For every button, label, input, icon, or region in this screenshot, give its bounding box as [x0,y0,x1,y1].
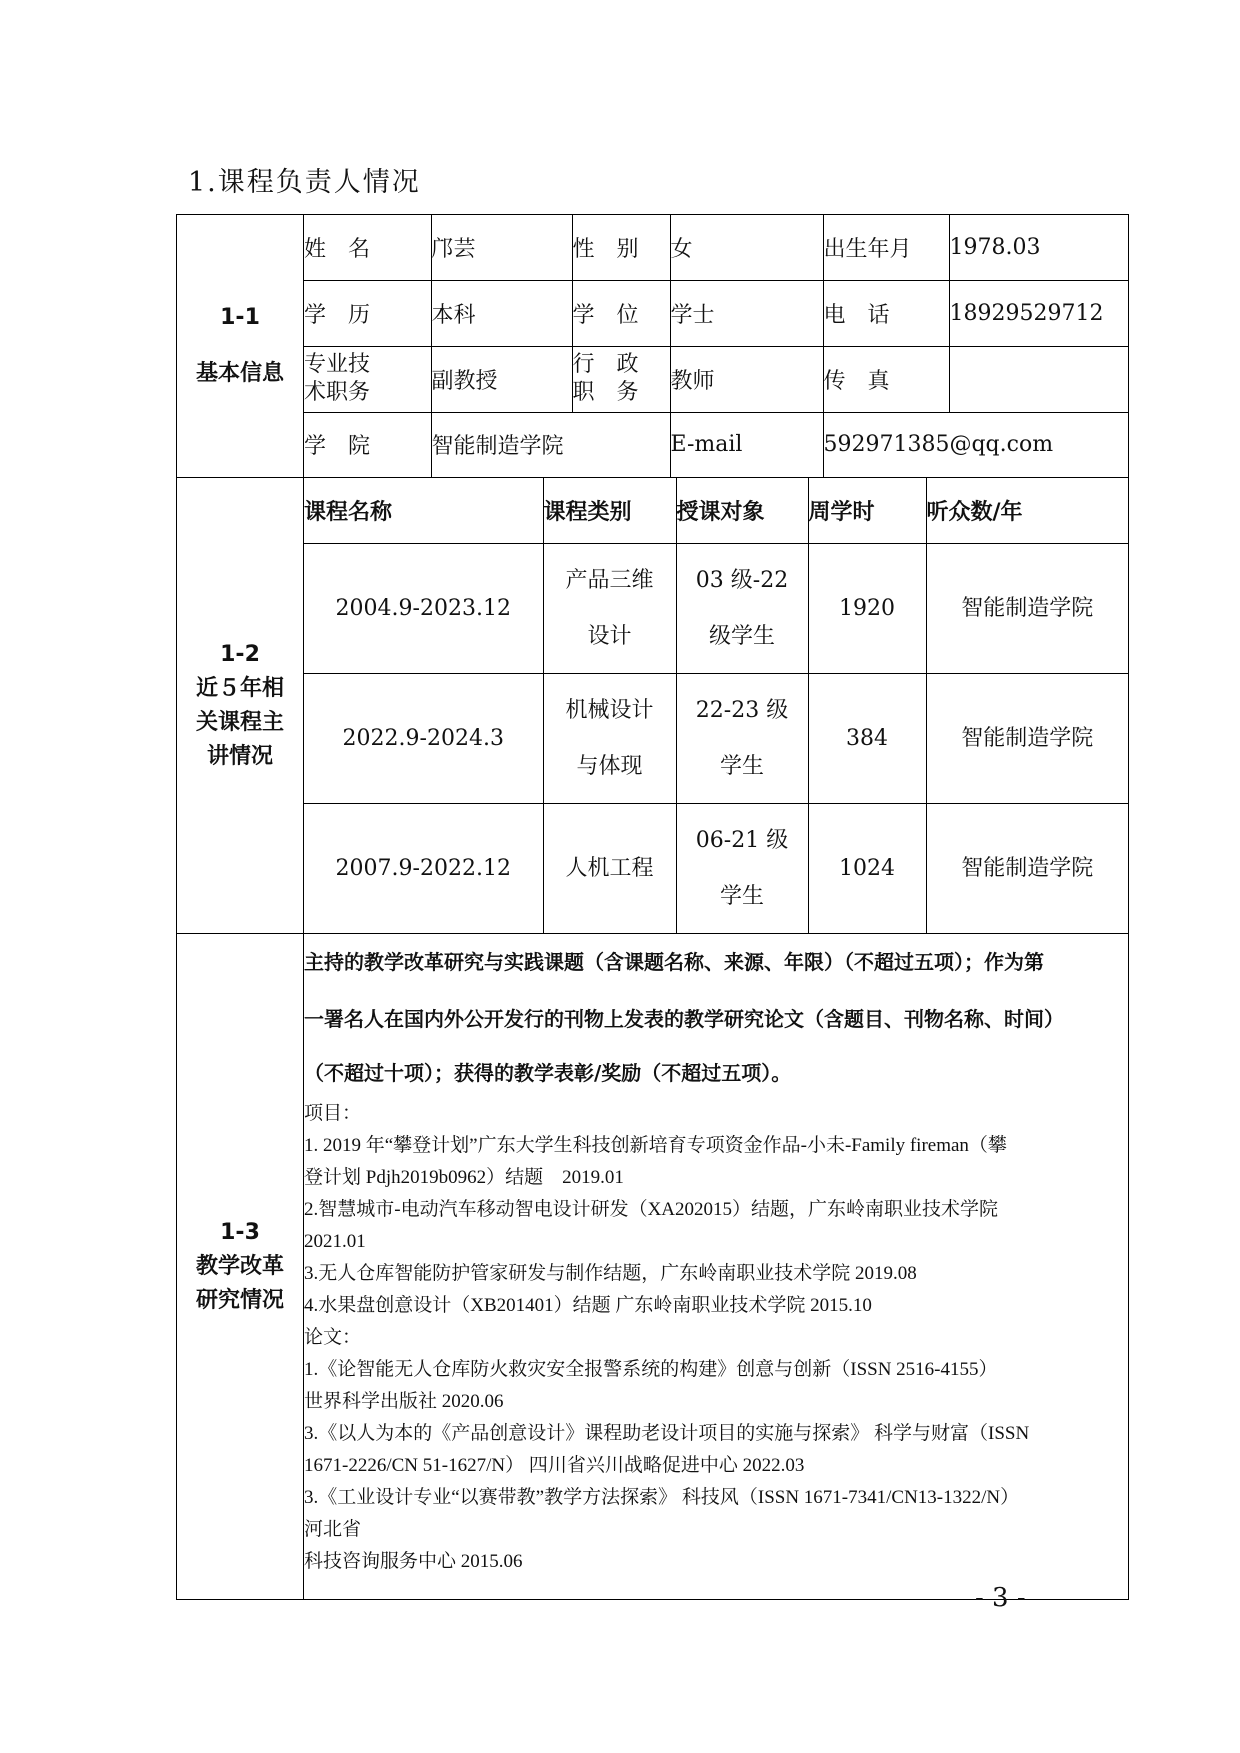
course-audience [676,544,808,674]
reform-intro-line1: 主持的教学改革研究与实践课题（含课题名称、来源、年限）（不超过五项）；作为第 [304,950,1044,974]
professional-title-label-line2: 术职务 [304,380,371,405]
header-weekly-hours: 周学时 [808,478,926,544]
reform-line: 河北省 [304,1519,362,1540]
fax-label: 传 真 [823,346,949,412]
basic-info-label [177,215,304,478]
basic-info-label-no: 1-1 [220,305,260,330]
section-title: 1.课程负责人情况 [188,167,421,198]
gender-label: 性 别 [572,215,670,280]
course-hours: 1920 [808,544,926,674]
reform-line: 3.《以人为本的《产品创意设计》课程助老设计项目的实施与探索》 科学与财富（ISSN [304,1423,1030,1444]
header-course-category: 课程类别 [543,478,676,544]
phone-label: 电 话 [823,280,949,346]
reform-section [177,934,1129,1600]
header-audience: 授课对象 [676,478,808,544]
name-label: 姓 名 [304,215,431,280]
reform-line-papers-heading: 论文： [304,1327,362,1348]
course-leader-table [176,214,1129,1600]
course-category-line1: 产品三维 [565,567,654,593]
course-audience-line1: 06-21 级 [695,827,789,853]
reform-label [177,934,304,1600]
admin-position-label-line2: 职 务 [572,380,639,405]
professional-title-label-line1: 专业技 [304,352,371,377]
reform-line: 1.《论智能无人仓库防火救灾安全报警系统的构建》创意与创新（ISSN 2516-4155） [304,1359,998,1380]
email-label: E-mail [670,412,823,477]
reform-line: 1. 2019 年“攀登计划”广东大学生科技创新培育专项资金作品-小未-Family fireman（攀 [304,1135,1007,1156]
table-row [304,804,1128,934]
phone-value: 18929529712 [949,280,1128,346]
education-value: 本科 [431,280,572,346]
reform-line: 3.《工业设计专业“以赛带教”教学方法探索》 科技风（ISSN 1671-7341/CN13-1322/N） [304,1487,1020,1508]
course-audience [676,674,808,804]
reform-line: 科技咨询服务中心 2015.06 [304,1551,523,1572]
professional-title-label [304,346,431,412]
course-audience [676,804,808,934]
table-row [304,544,1128,674]
reform-line: 1671-2226/CN 51-1627/N） 四川省兴川战略促进中心 2022.03 [304,1455,805,1476]
reform-intro-line3: （不超过十项）；获得的教学表彰/奖励（不超过五项）。 [304,1061,792,1085]
degree-value: 学士 [670,280,823,346]
courses-label-line1: 近５年相 [195,675,284,701]
course-category [543,544,676,674]
header-listeners: 听众数/年 [926,478,1128,544]
course-audience-line2: 学生 [719,753,764,779]
admin-position-label [572,346,670,412]
reform-line: 4.水果盘创意设计（XB201401）结题 广东岭南职业技术学院 2015.10 [304,1295,872,1316]
courses-label-line2: 关课程主 [195,709,284,735]
name-value: 邝芸 [431,215,572,280]
professional-title-value: 副教授 [431,346,572,412]
basic-info-section [177,215,1129,478]
course-name: 2022.9-2024.3 [304,674,543,804]
reform-line: 2021.01 [304,1231,366,1252]
reform-line: 2.智慧城市-电动汽车移动智电设计研发（XA202015）结题，广东岭南职业技术学院 [304,1199,999,1220]
course-listeners: 智能制造学院 [926,804,1128,934]
course-category-line2: 与体现 [576,753,643,779]
courses-label [177,478,304,934]
courses-header-row [304,478,1128,544]
education-label: 学 历 [304,280,431,346]
courses-label-line3: 讲情况 [206,743,273,769]
reform-line: 3.无人仓库智能防护管家研发与制作结题，广东岭南职业技术学院 2019.08 [304,1263,917,1284]
course-name: 2007.9-2022.12 [304,804,543,934]
course-audience-line1: 22-23 级 [695,697,789,723]
degree-label: 学 位 [572,280,670,346]
header-course-name: 课程名称 [304,478,543,544]
course-category-line2: 设计 [587,623,632,649]
college-value: 智能制造学院 [431,412,670,477]
course-listeners: 智能制造学院 [926,674,1128,804]
reform-line-projects-heading: 项目： [304,1103,362,1124]
courses-section [177,478,1129,934]
birth-value: 1978.03 [949,215,1128,280]
reform-label-line2: 研究情况 [195,1287,284,1313]
course-name: 2004.9-2023.12 [304,544,543,674]
reform-label-line1: 教学改革 [195,1253,284,1279]
courses-table [304,478,1128,933]
course-audience-line1: 03 级-22 [695,567,789,593]
basic-info-table [304,215,1128,477]
reform-line: 登计划 Pdjh2019b0962）结题 2019.01 [304,1167,624,1188]
table-row [304,674,1128,804]
basic-info-label-text: 基本信息 [195,361,284,386]
course-hours: 384 [808,674,926,804]
reform-intro-line2: 一署名人在国内外公开发行的刊物上发表的教学研究论文（含题目、刊物名称、时间） [304,1007,1064,1031]
birth-label: 出生年月 [823,215,949,280]
email-value: 592971385@qq.com [823,412,1128,477]
course-audience-line2: 级学生 [708,623,775,649]
course-listeners: 智能制造学院 [926,544,1128,674]
course-category [543,674,676,804]
course-hours: 1024 [808,804,926,934]
course-category-line1: 机械设计 [565,697,654,723]
college-label: 学 院 [304,412,431,477]
reform-content [304,934,1129,1600]
reform-label-no: 1-3 [220,1219,260,1245]
page-number: - 3 - [975,1583,1026,1613]
admin-position-label-line1: 行 政 [572,352,639,377]
courses-label-no: 1-2 [220,641,260,667]
fax-value [949,346,1128,412]
gender-value: 女 [670,215,823,280]
reform-line: 世界科学出版社 2020.06 [304,1391,504,1412]
course-audience-line2: 学生 [719,883,764,909]
admin-position-value: 教师 [670,346,823,412]
course-category: 人机工程 [543,804,676,934]
